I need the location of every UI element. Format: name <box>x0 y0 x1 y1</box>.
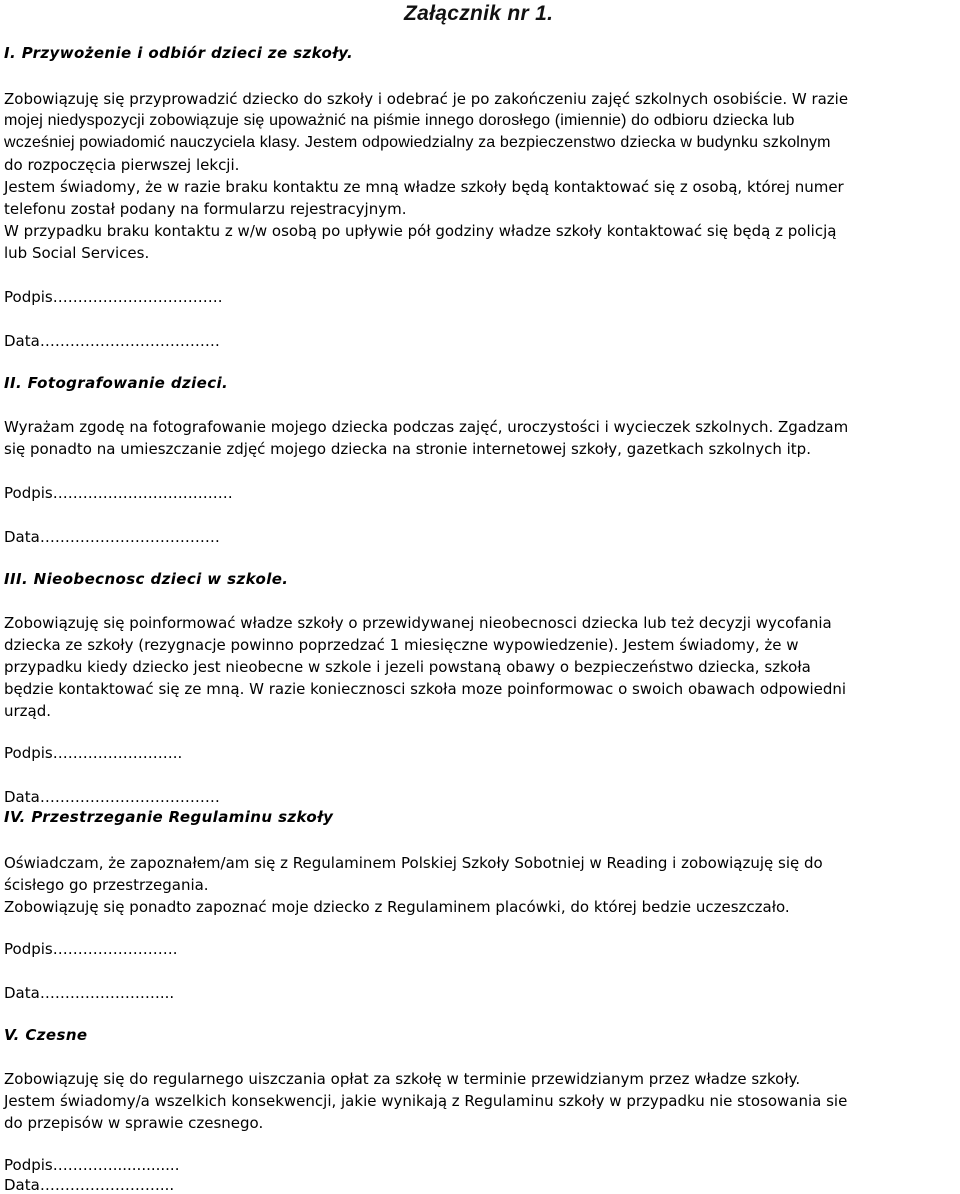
paragraph-line: W przypadku braku kontaktu z w/w osobą po upływie pół godziny władze szkoły kontaktować się będą z policją <box>4 222 837 240</box>
paragraph-line: wcześniej powiadomić nauczyciela klasy. Jestem odpowiedzialny za bezpieczenstwo dziecka w budynku szkolnym <box>4 134 831 151</box>
paragraph-line: lub Social Services. <box>4 244 150 262</box>
paragraph-line: będzie kontaktować się ze mną. W razie koniecznosci szkoła moze poinformowac o swoich obawach odpowiedni <box>4 680 847 698</box>
section-2-heading: II. Fotografowanie dzieci. <box>4 374 229 392</box>
paragraph-line: do rozpoczęcia pierwszej lekcji. <box>4 156 240 174</box>
section-3-heading: III. Nieobecnosc dzieci w szkole. <box>4 570 289 588</box>
paragraph-line: urząd. <box>4 702 52 720</box>
section-1-heading: I. Przywożenie i odbiór dzieci ze szkoły. <box>4 44 354 62</box>
paragraph-line: Zobowiązuję się przyprowadzić dziecko do szkoły i odebrać je po zakończeniu zajęć szkolnych osobiście. W razie <box>4 90 849 108</box>
paragraph-line: Jestem świadomy, że w razie braku kontaktu ze mną władze szkoły będą kontaktować się z osobą, której numer <box>4 178 844 196</box>
section-3-date: Data……………………………… <box>4 788 220 806</box>
section-4-heading: IV. Przestrzeganie Regulaminu szkoły <box>4 808 334 826</box>
paragraph-line: Zobowiązuję się do regularnego uiszczania opłat za szkołę w terminie przewidzianym przez władze szkoły. <box>4 1070 801 1088</box>
section-2-paragraph <box>4 416 956 460</box>
annex-title: Załącznik nr 1. <box>404 2 554 25</box>
section-5-paragraph <box>4 1068 956 1134</box>
section-4-paragraph <box>4 852 956 918</box>
section-2-signature: Podpis……………………………… <box>4 484 233 502</box>
paragraph-line: dziecka ze szkoły (rezygnacje powinno poprzedzać 1 miesięczne wypowiedzenie). Jestem świadomy, że w <box>4 636 799 654</box>
paragraph-line: do przepisów w sprawie czesnego. <box>4 1114 264 1132</box>
paragraph-line: Oświadczam, że zapoznałem/am się z Regulaminem Polskiej Szkoły Sobotniej w Reading i zobowiązuję się do <box>4 854 823 872</box>
section-5-date: Data……………………... <box>4 1176 175 1194</box>
section-1-paragraph <box>4 88 956 264</box>
section-4-signature: Podpis……………………. <box>4 940 178 958</box>
section-1-signature: Podpis……………………………. <box>4 288 223 306</box>
paragraph-line: ścisłego go przestrzegania. <box>4 876 209 894</box>
section-3-signature: Podpis…………………….. <box>4 744 183 762</box>
paragraph-line: mojej niedyspozycji zobowiązuje się upoważnić na piśmie innego dorosłego (imiennie) do odbioru dziecka lub <box>4 112 795 129</box>
paragraph-line: Wyrażam zgodę na fotografowanie mojego dziecka podczas zajęć, uroczystości i wycieczek szkolnych. Zgadzam <box>4 418 849 436</box>
paragraph-line: Jestem świadomy/a wszelkich konsekwencji, jakie wynikają z Regulaminu szkoły w przypadku nie stosowania sie <box>4 1092 848 1110</box>
section-1-date: Data……………………………… <box>4 332 220 350</box>
paragraph-line: telefonu został podany na formularzu rejestracyjnym. <box>4 200 407 218</box>
section-5-heading: V. Czesne <box>4 1026 88 1044</box>
paragraph-line: przypadku kiedy dziecko jest nieobecne w szkole i jezeli powstaną obawy o bezpieczeństwo dziecka, szkoła <box>4 658 811 676</box>
section-3-paragraph <box>4 612 956 722</box>
paragraph-line: Zobowiązuję się poinformować władze szkoły o przewidywanej nieobecnosci dziecka lub też decyzji wycofania <box>4 614 832 632</box>
paragraph-line: się ponadto na umieszczanie zdjęć mojego dziecka na stronie internetowej szkoły, gazetkach szkolnych itp. <box>4 440 811 458</box>
section-4-date: Data……………………... <box>4 984 175 1002</box>
section-2-date: Data……………………………… <box>4 528 220 546</box>
section-5-signature: Podpis………….............. <box>4 1156 180 1174</box>
paragraph-line: Zobowiązuję się ponadto zapoznać moje dziecko z Regulaminem placówki, do której bedzie uczeszczało. <box>4 898 790 916</box>
